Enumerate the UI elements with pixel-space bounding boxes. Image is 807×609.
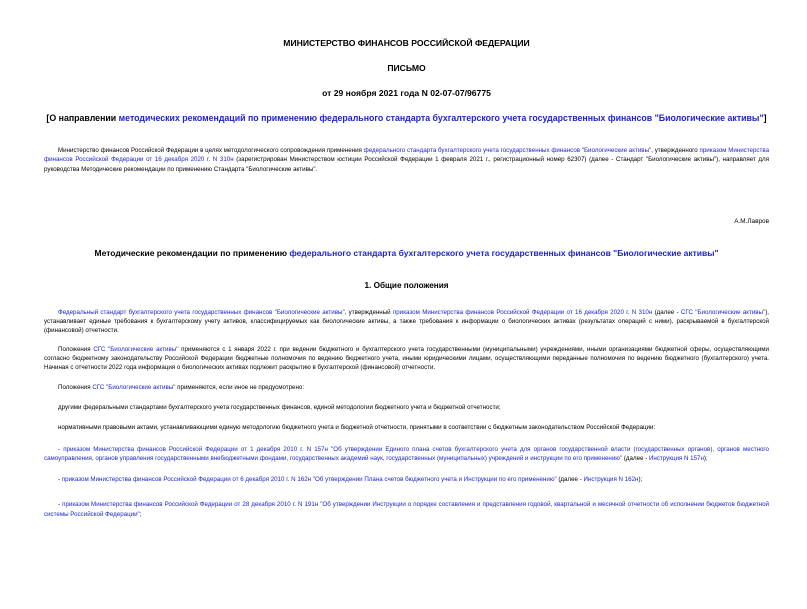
recommendations-heading (44, 248, 769, 259)
para3-text-1: Положения (58, 383, 93, 391)
recommendations-standard-link[interactable]: федерального стандарта бухгалтерского учета государственных финансов "Биологические активы" (289, 247, 719, 258)
paragraph-standard (44, 308, 769, 336)
para7-dash: - (58, 476, 62, 484)
paragraph-provisions (44, 383, 769, 392)
intro-order-link[interactable]: приказом Министерства финансов Российской Федерации от 16 декабря 2020 г. N 310н (44, 147, 770, 164)
list-item-162n (44, 475, 769, 484)
para7-text-2: (далее - (556, 476, 584, 484)
para1-sgs-link[interactable]: СГС "Биологические активы" (680, 308, 766, 316)
order-162n-link[interactable]: приказом Министерства финансов Российской Федерации от 6 декабря 2010 г. N 162н "Об утверждении Плана счетов бюджетного учета и Инструкции по его применению" (61, 476, 557, 484)
intro-standard-link[interactable]: федерального стандарта бухгалтерского учета государственных финансов "Биологические активы" (363, 147, 652, 154)
signature: А.М.Лавров (734, 217, 769, 225)
ministry-heading: МИНИСТЕРСТВО ФИНАНСОВ РОССИЙСКОЙ ФЕДЕРАЦИИ (283, 38, 530, 48)
instruction-157n-link[interactable]: Инструкция N 157н (648, 454, 704, 462)
intro-paragraph (44, 146, 769, 174)
para1-text-1: , утвержденный (344, 308, 393, 316)
list-item-157n (44, 445, 769, 464)
paragraph-application (44, 345, 769, 373)
para1-text-3: ), устанавливает единые требования к бухгалтерскому учету активов, классифицируемых как биологические активы, а также требования к информации о биологических активах (результатах операций с ними), раскрываемой в бухгалтерской (финансовой) отчетности. (44, 308, 769, 335)
recommendations-prefix: Методические рекомендации по применению (94, 247, 290, 258)
subject-prefix: [О направлении (46, 113, 119, 123)
para8-dash: - (58, 501, 63, 509)
list-item-191n (44, 500, 769, 519)
section-title: 1. Общие положения (364, 280, 449, 290)
document-subject (44, 113, 769, 124)
para1-standard-link[interactable]: Федеральный стандарт бухгалтерского учета государственных финансов "Биологические активы" (58, 308, 345, 316)
intro-text-2: , утвержденного (651, 147, 700, 154)
intro-text-3: (зарегистрирован Министерством юстиции Российской Федерации 1 февраля 2021 г., регистрационный номер 62307) (далее - Стандарт "Биологические активы"), направляет для руководства Методические рекомендации по применению Стандарта "Биологические активы". (44, 156, 769, 173)
subject-link[interactable]: методических рекомендаций по применению федерального стандарта бухгалтерского учета государственных финансов "Биологические активы" (118, 113, 764, 123)
para2-text-1: Положения (58, 345, 94, 353)
subject-suffix: ] (763, 113, 767, 123)
para6-text-2: (далее - (622, 454, 649, 462)
para7-text-3: ); (638, 476, 643, 484)
para6-text-3: ); (703, 454, 708, 462)
para3-sgs-link[interactable]: СГС "Биологические активы" (92, 383, 176, 391)
para1-text-2: (далее - (652, 308, 681, 316)
para1-order-link[interactable]: приказом Министерства финансов Российской Федерации от 16 декабря 2020 г. N 310н (392, 308, 653, 316)
order-157n-link[interactable]: приказом Министерства финансов Российской Федерации от 1 декабря 2010 г. N 157н "Об утверждении Единого плана счетов бухгалтерского учета для органов государственной власти (государственных органов), органов местного самоуправления, органов управления государственными внебюджетными фондами, государственных академий наук, государственных (муниципальных) учреждений и инструкции по его применению" (44, 445, 769, 462)
document-type: ПИСЬМО (387, 63, 426, 73)
para2-text-2: применяются с 1 января 2022 г. при ведении бюджетного и бухгалтерского учета государственными (муниципальными) учреждениями, иными организациями бюджетной сферы, осуществляющими согласно бюджетному законодательству Российской Федерации бюджетные полномочия по ведению бюджетного учета, иными юридическими лицами, осуществляющими переданные полномочия по ведению бюджетного (бухгалтерского) учета. Начиная с отчетности 2022 года информация о биологических активах подлежит раскрытию в бухгалтерской (финансовой) отчетности. (44, 345, 769, 372)
document-page (0, 38, 807, 609)
para6-dash: - (58, 445, 64, 453)
para3-text-2: применяются, если иное не предусмотрено: (175, 383, 305, 391)
para8-text-2: ; (139, 510, 142, 518)
paragraph-other-standards: другими федеральными стандартами бухгалтерского учета государственных финансов, единой методологии бюджетного учета и бюджетной отчетности; (58, 403, 501, 411)
paragraph-normative-acts: нормативными правовыми актами, устанавливающими единую методологию бюджетного учета и бюджетной отчетности, принятыми в соответствии с бюджетным законодательством Российской Федерации: (58, 424, 656, 432)
para2-sgs-link[interactable]: СГС "Биологические активы" (93, 345, 179, 353)
order-191n-link[interactable]: приказом Министерства финансов Российской Федерации от 28 декабря 2010 г. N 191н "Об утверждении Инструкции о порядке составления и представления годовой, квартальной и месячной отчетности об исполнении бюджетов бюджетной системы Российской Федерации" (44, 501, 769, 518)
instruction-162n-link[interactable]: Инструкция N 162н (583, 476, 639, 484)
document-date-number: от 29 ноября 2021 года N 02-07-07/96775 (322, 88, 491, 98)
intro-text-1: Министерство финансов Российской Федерации в целях методологического сопровождения применения (58, 147, 364, 154)
